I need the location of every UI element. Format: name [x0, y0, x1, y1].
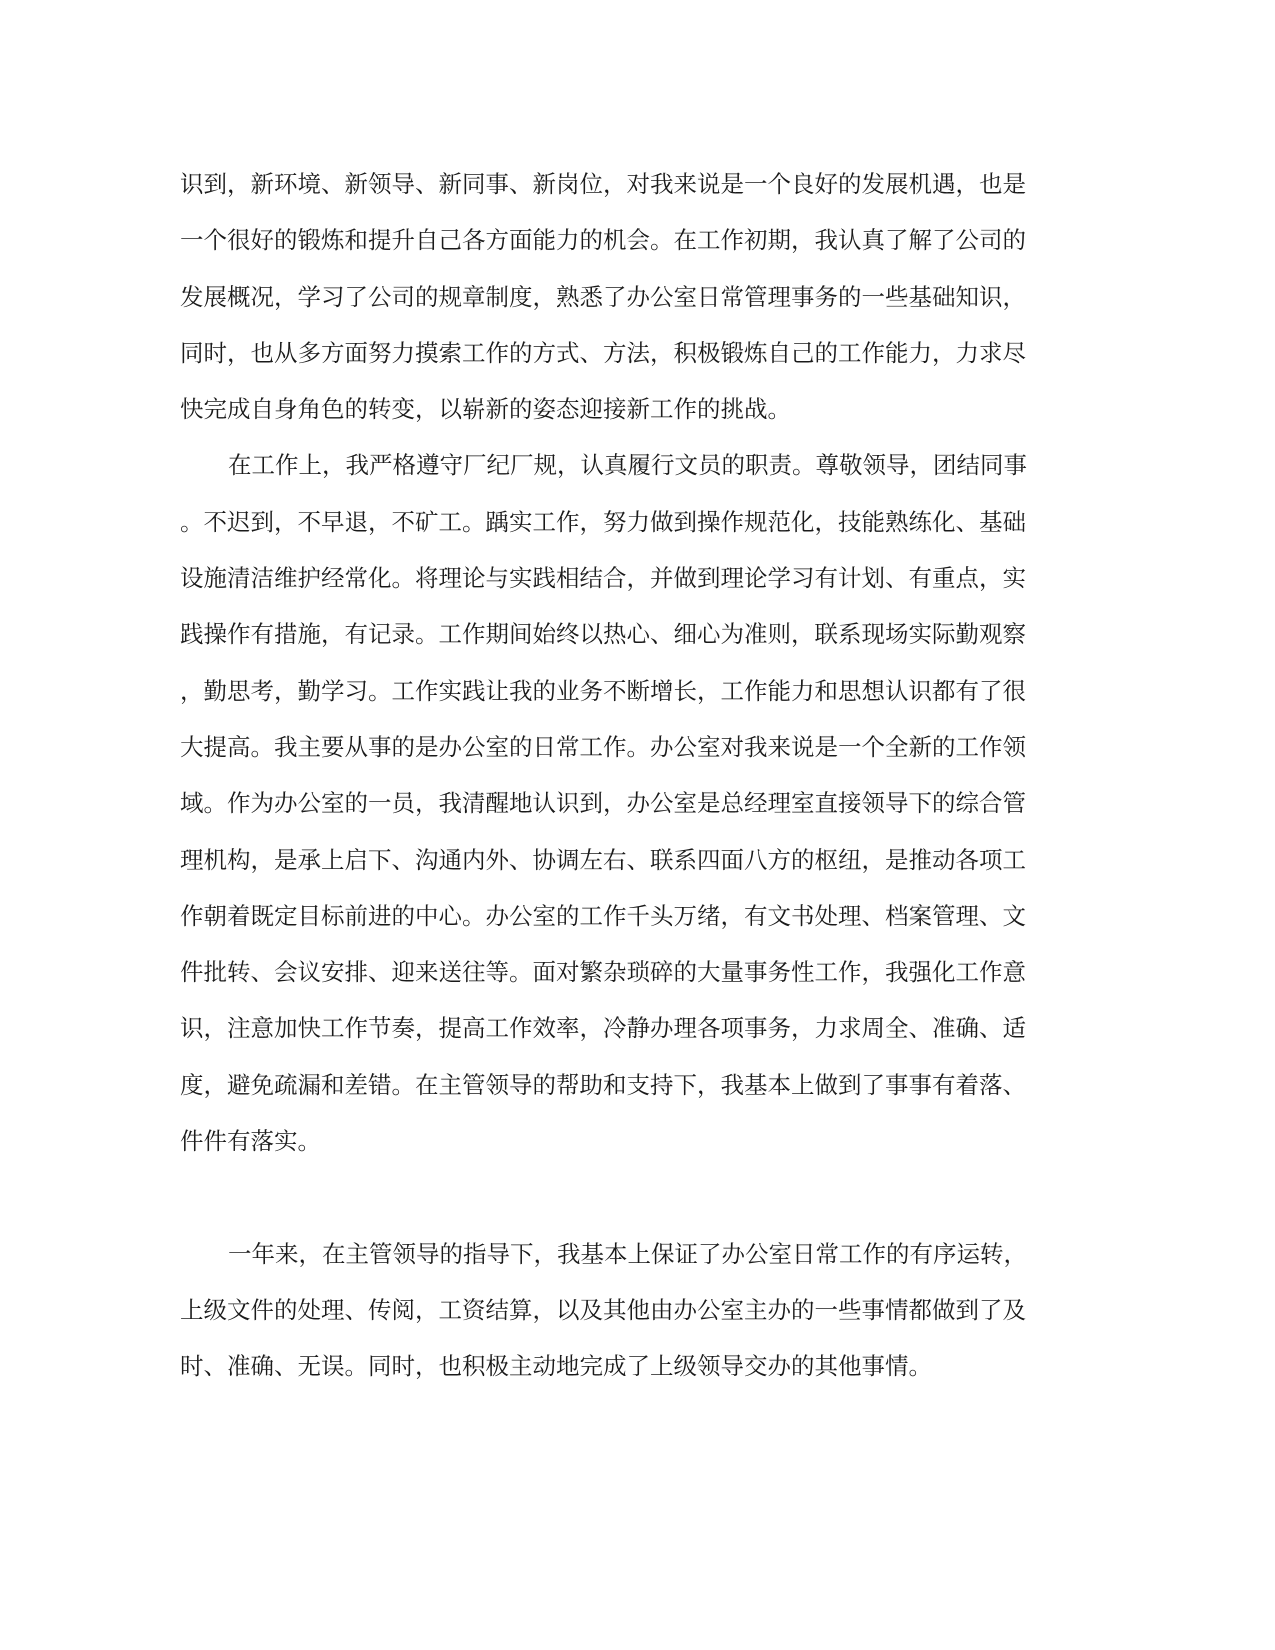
- text-line: 发展概况，学习了公司的规章制度，熟悉了办公室日常管理事务的一些基础知识，: [180, 282, 1026, 311]
- paragraph-1: [180, 164, 1040, 445]
- text-line: 件批转、会议安排、迎来送往等。面对繁杂琐碎的大量事务性工作，我强化工作意: [180, 958, 1026, 987]
- text-line: 时、准确、无误。同时，也积极主动地完成了上级领导交办的其他事情。: [180, 1352, 932, 1381]
- text-line: 识，注意加快工作节奏，提高工作效率，冷静办理各项事务，力求周全、准确、适: [180, 1014, 1026, 1043]
- text-line: 在工作上，我严格遵守厂纪厂规，认真履行文员的职责。尊敬领导，团结同事: [228, 451, 1027, 480]
- text-line: 践操作有措施，有记录。工作期间始终以热心、细心为准则，联系现场实际勤观察: [180, 620, 1026, 649]
- text-line: 识到，新环境、新领导、新同事、新岗位，对我来说是一个良好的发展机遇，也是: [180, 170, 1026, 198]
- text-line: 一个很好的锻炼和提升自己各方面能力的机会。在工作初期，我认真了解了公司的: [180, 226, 1026, 255]
- text-line: 。不迟到，不早退，不矿工。踽实工作，努力做到操作规范化，技能熟练化、基础: [180, 507, 1026, 536]
- paragraph-2: [180, 445, 1040, 1233]
- text-line: 一年来，在主管领导的指导下，我基本上保证了办公室日常工作的有序运转，: [228, 1239, 1027, 1268]
- text-line: 上级文件的处理、传阅，工资结算，以及其他由办公室主办的一些事情都做到了及: [180, 1295, 1026, 1324]
- text-line: 快完成自身角色的转变，以崭新的姿态迎接新工作的挑战。: [180, 395, 791, 424]
- text-line: [180, 1177, 1040, 1233]
- text-line: 大提高。我主要从事的是办公室的日常工作。办公室对我来说是一个全新的工作领: [180, 732, 1026, 761]
- paragraph-3: [180, 1234, 1040, 1403]
- text-line: 设施清洁维护经常化。将理论与实践相结合，并做到理论学习有计划、有重点，实: [180, 564, 1026, 593]
- text-line: 同时，也从多方面努力摸索工作的方式、方法，积极锻炼自己的工作能力，力求尽: [180, 338, 1026, 367]
- text-line: 域。作为办公室的一员，我清醒地认识到，办公室是总经理室直接领导下的综合管: [180, 789, 1026, 818]
- text-line: 理机构，是承上启下、沟通内外、协调左右、联系四面八方的枢纽，是推动各项工: [180, 845, 1026, 874]
- text-line: 件件有落实。: [180, 1127, 321, 1156]
- text-line: 作朝着既定目标前进的中心。办公室的工作千头万绪，有文书处理、档案管理、文: [180, 901, 1026, 930]
- document-body: [180, 164, 1040, 1403]
- text-line: 度，避免疏漏和差错。在主管领导的帮助和支持下，我基本上做到了事事有着落、: [180, 1070, 1026, 1099]
- text-line: ，勤思考，勤学习。工作实践让我的业务不断增长，工作能力和思想认识都有了很: [180, 676, 1026, 705]
